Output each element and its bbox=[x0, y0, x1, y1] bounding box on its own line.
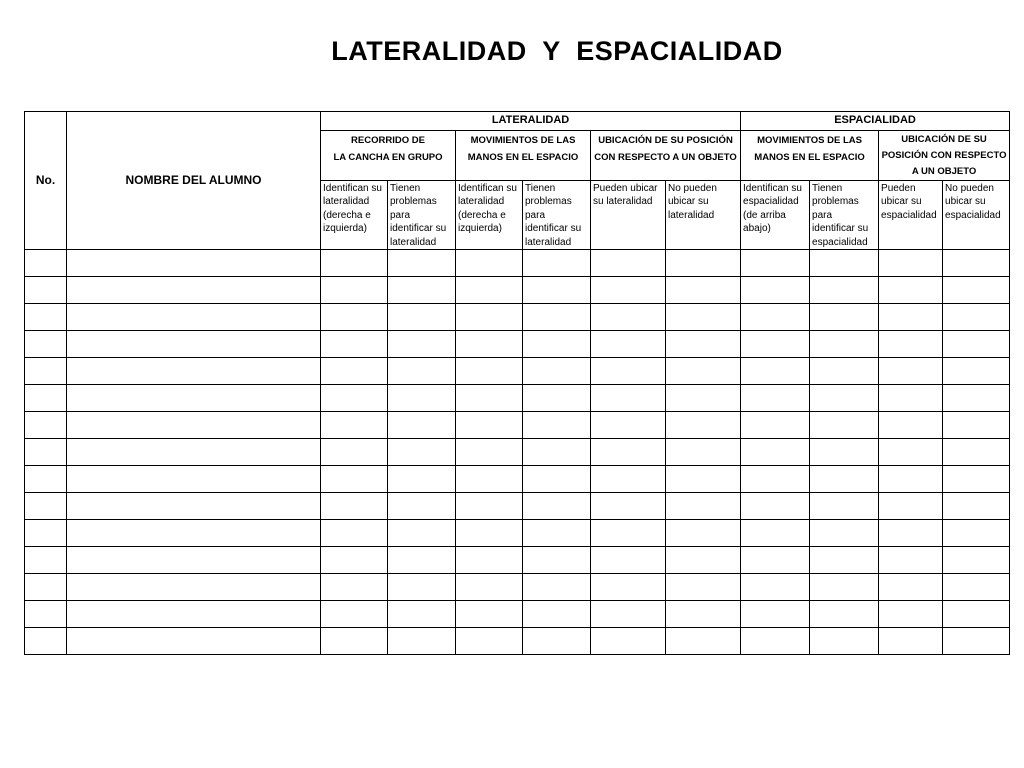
cell-evaluation[interactable] bbox=[321, 520, 388, 547]
cell-evaluation[interactable] bbox=[456, 439, 523, 466]
cell-evaluation[interactable] bbox=[810, 358, 879, 385]
cell-evaluation[interactable] bbox=[321, 385, 388, 412]
cell-evaluation[interactable] bbox=[741, 358, 810, 385]
cell-student-name[interactable] bbox=[67, 385, 321, 412]
cell-evaluation[interactable] bbox=[456, 628, 523, 655]
cell-evaluation[interactable] bbox=[943, 331, 1010, 358]
cell-student-name[interactable] bbox=[67, 358, 321, 385]
cell-evaluation[interactable] bbox=[943, 439, 1010, 466]
cell-evaluation[interactable] bbox=[666, 439, 741, 466]
cell-evaluation[interactable] bbox=[810, 466, 879, 493]
cell-evaluation[interactable] bbox=[388, 466, 456, 493]
cell-student-name[interactable] bbox=[67, 439, 321, 466]
cell-evaluation[interactable] bbox=[943, 304, 1010, 331]
cell-evaluation[interactable] bbox=[741, 628, 810, 655]
cell-evaluation[interactable] bbox=[523, 331, 591, 358]
cell-evaluation[interactable] bbox=[523, 520, 591, 547]
cell-student-name[interactable] bbox=[67, 493, 321, 520]
cell-evaluation[interactable] bbox=[879, 412, 943, 439]
cell-evaluation[interactable] bbox=[456, 331, 523, 358]
cell-evaluation[interactable] bbox=[810, 520, 879, 547]
cell-evaluation[interactable] bbox=[879, 628, 943, 655]
cell-evaluation[interactable] bbox=[741, 331, 810, 358]
leaf-header-5: Pueden ubicar su lateralidad bbox=[591, 181, 666, 250]
leaf-header-1: Identifican su lateralidad (derecha e izquierda) bbox=[321, 181, 388, 250]
cell-evaluation[interactable] bbox=[810, 331, 879, 358]
cell-evaluation[interactable] bbox=[456, 466, 523, 493]
cell-student-name[interactable] bbox=[67, 412, 321, 439]
cell-evaluation[interactable] bbox=[321, 493, 388, 520]
cell-evaluation[interactable] bbox=[523, 358, 591, 385]
subheader-recorrido-cancha: RECORRIDO DE LA CANCHA EN GRUPO bbox=[321, 131, 456, 181]
cell-student-name[interactable] bbox=[67, 574, 321, 601]
cell-evaluation[interactable] bbox=[388, 439, 456, 466]
table-row bbox=[25, 601, 1010, 628]
cell-student-name[interactable] bbox=[67, 304, 321, 331]
cell-evaluation[interactable] bbox=[321, 628, 388, 655]
cell-evaluation[interactable] bbox=[591, 385, 666, 412]
cell-evaluation[interactable] bbox=[591, 250, 666, 277]
cell-evaluation[interactable] bbox=[879, 466, 943, 493]
cell-evaluation[interactable] bbox=[810, 574, 879, 601]
cell-evaluation[interactable] bbox=[321, 439, 388, 466]
leaf-header-8: Tienen problemas para identificar su espacialidad bbox=[810, 181, 879, 250]
cell-evaluation[interactable] bbox=[523, 547, 591, 574]
leaf-header-7: Identifican su espacialidad (de arriba abajo) bbox=[741, 181, 810, 250]
cell-evaluation[interactable] bbox=[388, 250, 456, 277]
cell-evaluation[interactable] bbox=[591, 628, 666, 655]
cell-evaluation[interactable] bbox=[388, 385, 456, 412]
cell-evaluation[interactable] bbox=[943, 358, 1010, 385]
cell-no[interactable] bbox=[25, 250, 67, 277]
cell-evaluation[interactable] bbox=[321, 277, 388, 304]
cell-evaluation[interactable] bbox=[879, 520, 943, 547]
leaf-header-10: No pueden ubicar su espacialidad bbox=[943, 181, 1010, 250]
cell-evaluation[interactable] bbox=[321, 412, 388, 439]
cell-evaluation[interactable] bbox=[666, 250, 741, 277]
cell-evaluation[interactable] bbox=[879, 250, 943, 277]
cell-evaluation[interactable] bbox=[523, 493, 591, 520]
cell-evaluation[interactable] bbox=[456, 547, 523, 574]
cell-evaluation[interactable] bbox=[879, 493, 943, 520]
table-row bbox=[25, 277, 1010, 304]
cell-evaluation[interactable] bbox=[879, 277, 943, 304]
cell-evaluation[interactable] bbox=[666, 493, 741, 520]
cell-evaluation[interactable] bbox=[741, 520, 810, 547]
cell-evaluation[interactable] bbox=[943, 250, 1010, 277]
cell-no[interactable] bbox=[25, 574, 67, 601]
cell-evaluation[interactable] bbox=[523, 601, 591, 628]
cell-student-name[interactable] bbox=[67, 520, 321, 547]
cell-evaluation[interactable] bbox=[388, 304, 456, 331]
cell-evaluation[interactable] bbox=[591, 358, 666, 385]
cell-evaluation[interactable] bbox=[666, 628, 741, 655]
cell-evaluation[interactable] bbox=[591, 439, 666, 466]
cell-no[interactable] bbox=[25, 493, 67, 520]
leaf-header-9: Pueden ubicar su espacialidad bbox=[879, 181, 943, 250]
subheader-movimientos-manos-lateralidad: MOVIMIENTOS DE LAS MANOS EN EL ESPACIO bbox=[456, 131, 591, 181]
cell-evaluation[interactable] bbox=[591, 547, 666, 574]
cell-evaluation[interactable] bbox=[456, 304, 523, 331]
cell-evaluation[interactable] bbox=[741, 547, 810, 574]
table-row bbox=[25, 547, 1010, 574]
cell-evaluation[interactable] bbox=[591, 574, 666, 601]
cell-evaluation[interactable] bbox=[523, 574, 591, 601]
cell-evaluation[interactable] bbox=[666, 331, 741, 358]
cell-evaluation[interactable] bbox=[523, 439, 591, 466]
cell-evaluation[interactable] bbox=[591, 304, 666, 331]
cell-evaluation[interactable] bbox=[591, 466, 666, 493]
cell-evaluation[interactable] bbox=[666, 358, 741, 385]
cell-no[interactable] bbox=[25, 547, 67, 574]
cell-evaluation[interactable] bbox=[810, 385, 879, 412]
cell-no[interactable] bbox=[25, 304, 67, 331]
cell-student-name[interactable] bbox=[67, 547, 321, 574]
cell-evaluation[interactable] bbox=[321, 601, 388, 628]
table-row bbox=[25, 628, 1010, 655]
cell-evaluation[interactable] bbox=[810, 250, 879, 277]
cell-evaluation[interactable] bbox=[879, 331, 943, 358]
cell-evaluation[interactable] bbox=[666, 547, 741, 574]
cell-no[interactable] bbox=[25, 358, 67, 385]
cell-evaluation[interactable] bbox=[388, 412, 456, 439]
cell-evaluation[interactable] bbox=[666, 574, 741, 601]
cell-evaluation[interactable] bbox=[666, 385, 741, 412]
cell-no[interactable] bbox=[25, 520, 67, 547]
table-row bbox=[25, 331, 1010, 358]
cell-evaluation[interactable] bbox=[810, 493, 879, 520]
table-row bbox=[25, 574, 1010, 601]
cell-evaluation[interactable] bbox=[456, 520, 523, 547]
cell-evaluation[interactable] bbox=[523, 466, 591, 493]
leaf-header-6: No pueden ubicar su lateralidad bbox=[666, 181, 741, 250]
cell-evaluation[interactable] bbox=[741, 601, 810, 628]
cell-evaluation[interactable] bbox=[388, 358, 456, 385]
subheader-movimientos-manos-espacialidad: MOVIMIENTOS DE LAS MANOS EN EL ESPACIO bbox=[741, 131, 879, 181]
cell-evaluation[interactable] bbox=[666, 466, 741, 493]
cell-evaluation[interactable] bbox=[388, 547, 456, 574]
cell-evaluation[interactable] bbox=[741, 250, 810, 277]
cell-student-name[interactable] bbox=[67, 331, 321, 358]
cell-evaluation[interactable] bbox=[523, 277, 591, 304]
cell-evaluation[interactable] bbox=[388, 277, 456, 304]
table-row bbox=[25, 439, 1010, 466]
cell-no[interactable] bbox=[25, 628, 67, 655]
cell-no[interactable] bbox=[25, 331, 67, 358]
page-title: LATERALIDAD Y ESPACIALIDAD bbox=[331, 36, 783, 66]
cell-evaluation[interactable] bbox=[810, 412, 879, 439]
table-row bbox=[25, 250, 1010, 277]
cell-evaluation[interactable] bbox=[741, 385, 810, 412]
leaf-header-4: Tienen problemas para identificar su lateralidad bbox=[523, 181, 591, 250]
leaf-header-2: Tienen problemas para identificar su lateralidad bbox=[388, 181, 456, 250]
header-no: No. bbox=[25, 112, 67, 250]
cell-evaluation[interactable] bbox=[523, 628, 591, 655]
cell-evaluation[interactable] bbox=[321, 331, 388, 358]
student-evaluation-table bbox=[24, 111, 1010, 655]
cell-no[interactable] bbox=[25, 601, 67, 628]
cell-evaluation[interactable] bbox=[591, 493, 666, 520]
cell-evaluation[interactable] bbox=[741, 493, 810, 520]
cell-evaluation[interactable] bbox=[741, 574, 810, 601]
cell-evaluation[interactable] bbox=[879, 574, 943, 601]
cell-evaluation[interactable] bbox=[943, 547, 1010, 574]
cell-evaluation[interactable] bbox=[591, 520, 666, 547]
cell-evaluation[interactable] bbox=[456, 277, 523, 304]
cell-evaluation[interactable] bbox=[810, 304, 879, 331]
cell-evaluation[interactable] bbox=[456, 250, 523, 277]
cell-evaluation[interactable] bbox=[943, 628, 1010, 655]
cell-evaluation[interactable] bbox=[879, 358, 943, 385]
cell-evaluation[interactable] bbox=[456, 493, 523, 520]
table-row bbox=[25, 385, 1010, 412]
cell-evaluation[interactable] bbox=[666, 277, 741, 304]
subheader-ubicacion-espacialidad: UBICACIÓN DE SU POSICIÓN CON RESPECTO A UN OBJETO bbox=[879, 131, 1010, 181]
cell-evaluation[interactable] bbox=[456, 574, 523, 601]
cell-evaluation[interactable] bbox=[810, 547, 879, 574]
cell-evaluation[interactable] bbox=[810, 439, 879, 466]
cell-evaluation[interactable] bbox=[943, 520, 1010, 547]
cell-evaluation[interactable] bbox=[666, 520, 741, 547]
cell-evaluation[interactable] bbox=[388, 601, 456, 628]
cell-evaluation[interactable] bbox=[666, 304, 741, 331]
cell-evaluation[interactable] bbox=[321, 250, 388, 277]
cell-evaluation[interactable] bbox=[388, 331, 456, 358]
cell-evaluation[interactable] bbox=[591, 277, 666, 304]
table-row bbox=[25, 412, 1010, 439]
cell-evaluation[interactable] bbox=[741, 304, 810, 331]
cell-evaluation[interactable] bbox=[523, 304, 591, 331]
cell-evaluation[interactable] bbox=[523, 385, 591, 412]
header-student-name: NOMBRE DEL ALUMNO bbox=[67, 112, 321, 250]
subheader-ubicacion-lateralidad: UBICACIÓN DE SU POSICIÓN CON RESPECTO A UN OBJETO bbox=[591, 131, 741, 181]
cell-evaluation[interactable] bbox=[879, 385, 943, 412]
table-row bbox=[25, 520, 1010, 547]
cell-evaluation[interactable] bbox=[879, 439, 943, 466]
cell-evaluation[interactable] bbox=[741, 439, 810, 466]
cell-no[interactable] bbox=[25, 466, 67, 493]
cell-evaluation[interactable] bbox=[943, 601, 1010, 628]
cell-evaluation[interactable] bbox=[741, 466, 810, 493]
cell-student-name[interactable] bbox=[67, 277, 321, 304]
table-row bbox=[25, 493, 1010, 520]
cell-evaluation[interactable] bbox=[666, 412, 741, 439]
cell-evaluation[interactable] bbox=[321, 358, 388, 385]
cell-evaluation[interactable] bbox=[456, 358, 523, 385]
cell-evaluation[interactable] bbox=[456, 412, 523, 439]
cell-evaluation[interactable] bbox=[943, 466, 1010, 493]
cell-evaluation[interactable] bbox=[943, 277, 1010, 304]
cell-evaluation[interactable] bbox=[943, 493, 1010, 520]
cell-no[interactable] bbox=[25, 385, 67, 412]
cell-evaluation[interactable] bbox=[388, 628, 456, 655]
cell-evaluation[interactable] bbox=[943, 385, 1010, 412]
cell-no[interactable] bbox=[25, 412, 67, 439]
cell-evaluation[interactable] bbox=[388, 520, 456, 547]
cell-student-name[interactable] bbox=[67, 601, 321, 628]
cell-evaluation[interactable] bbox=[810, 628, 879, 655]
cell-evaluation[interactable] bbox=[810, 277, 879, 304]
cell-evaluation[interactable] bbox=[523, 412, 591, 439]
cell-evaluation[interactable] bbox=[879, 601, 943, 628]
cell-student-name[interactable] bbox=[67, 466, 321, 493]
cell-evaluation[interactable] bbox=[321, 574, 388, 601]
cell-evaluation[interactable] bbox=[456, 601, 523, 628]
leaf-header-3: Identifican su lateralidad (derecha e izquierda) bbox=[456, 181, 523, 250]
cell-no[interactable] bbox=[25, 439, 67, 466]
cell-evaluation[interactable] bbox=[456, 385, 523, 412]
cell-evaluation[interactable] bbox=[591, 331, 666, 358]
table-row bbox=[25, 466, 1010, 493]
cell-evaluation[interactable] bbox=[388, 574, 456, 601]
cell-no[interactable] bbox=[25, 277, 67, 304]
cell-evaluation[interactable] bbox=[879, 304, 943, 331]
header-group-lateralidad: LATERALIDAD bbox=[321, 112, 741, 131]
table-row bbox=[25, 358, 1010, 385]
cell-evaluation[interactable] bbox=[321, 466, 388, 493]
cell-evaluation[interactable] bbox=[879, 547, 943, 574]
cell-evaluation[interactable] bbox=[666, 601, 741, 628]
table-row bbox=[25, 304, 1010, 331]
cell-student-name[interactable] bbox=[67, 250, 321, 277]
cell-evaluation[interactable] bbox=[810, 601, 879, 628]
cell-student-name[interactable] bbox=[67, 628, 321, 655]
cell-evaluation[interactable] bbox=[591, 601, 666, 628]
cell-evaluation[interactable] bbox=[741, 277, 810, 304]
cell-evaluation[interactable] bbox=[321, 547, 388, 574]
cell-evaluation[interactable] bbox=[321, 304, 388, 331]
cell-evaluation[interactable] bbox=[943, 412, 1010, 439]
cell-evaluation[interactable] bbox=[523, 250, 591, 277]
cell-evaluation[interactable] bbox=[388, 493, 456, 520]
cell-evaluation[interactable] bbox=[741, 412, 810, 439]
cell-evaluation[interactable] bbox=[943, 574, 1010, 601]
header-group-espacialidad: ESPACIALIDAD bbox=[741, 112, 1010, 131]
cell-evaluation[interactable] bbox=[591, 412, 666, 439]
